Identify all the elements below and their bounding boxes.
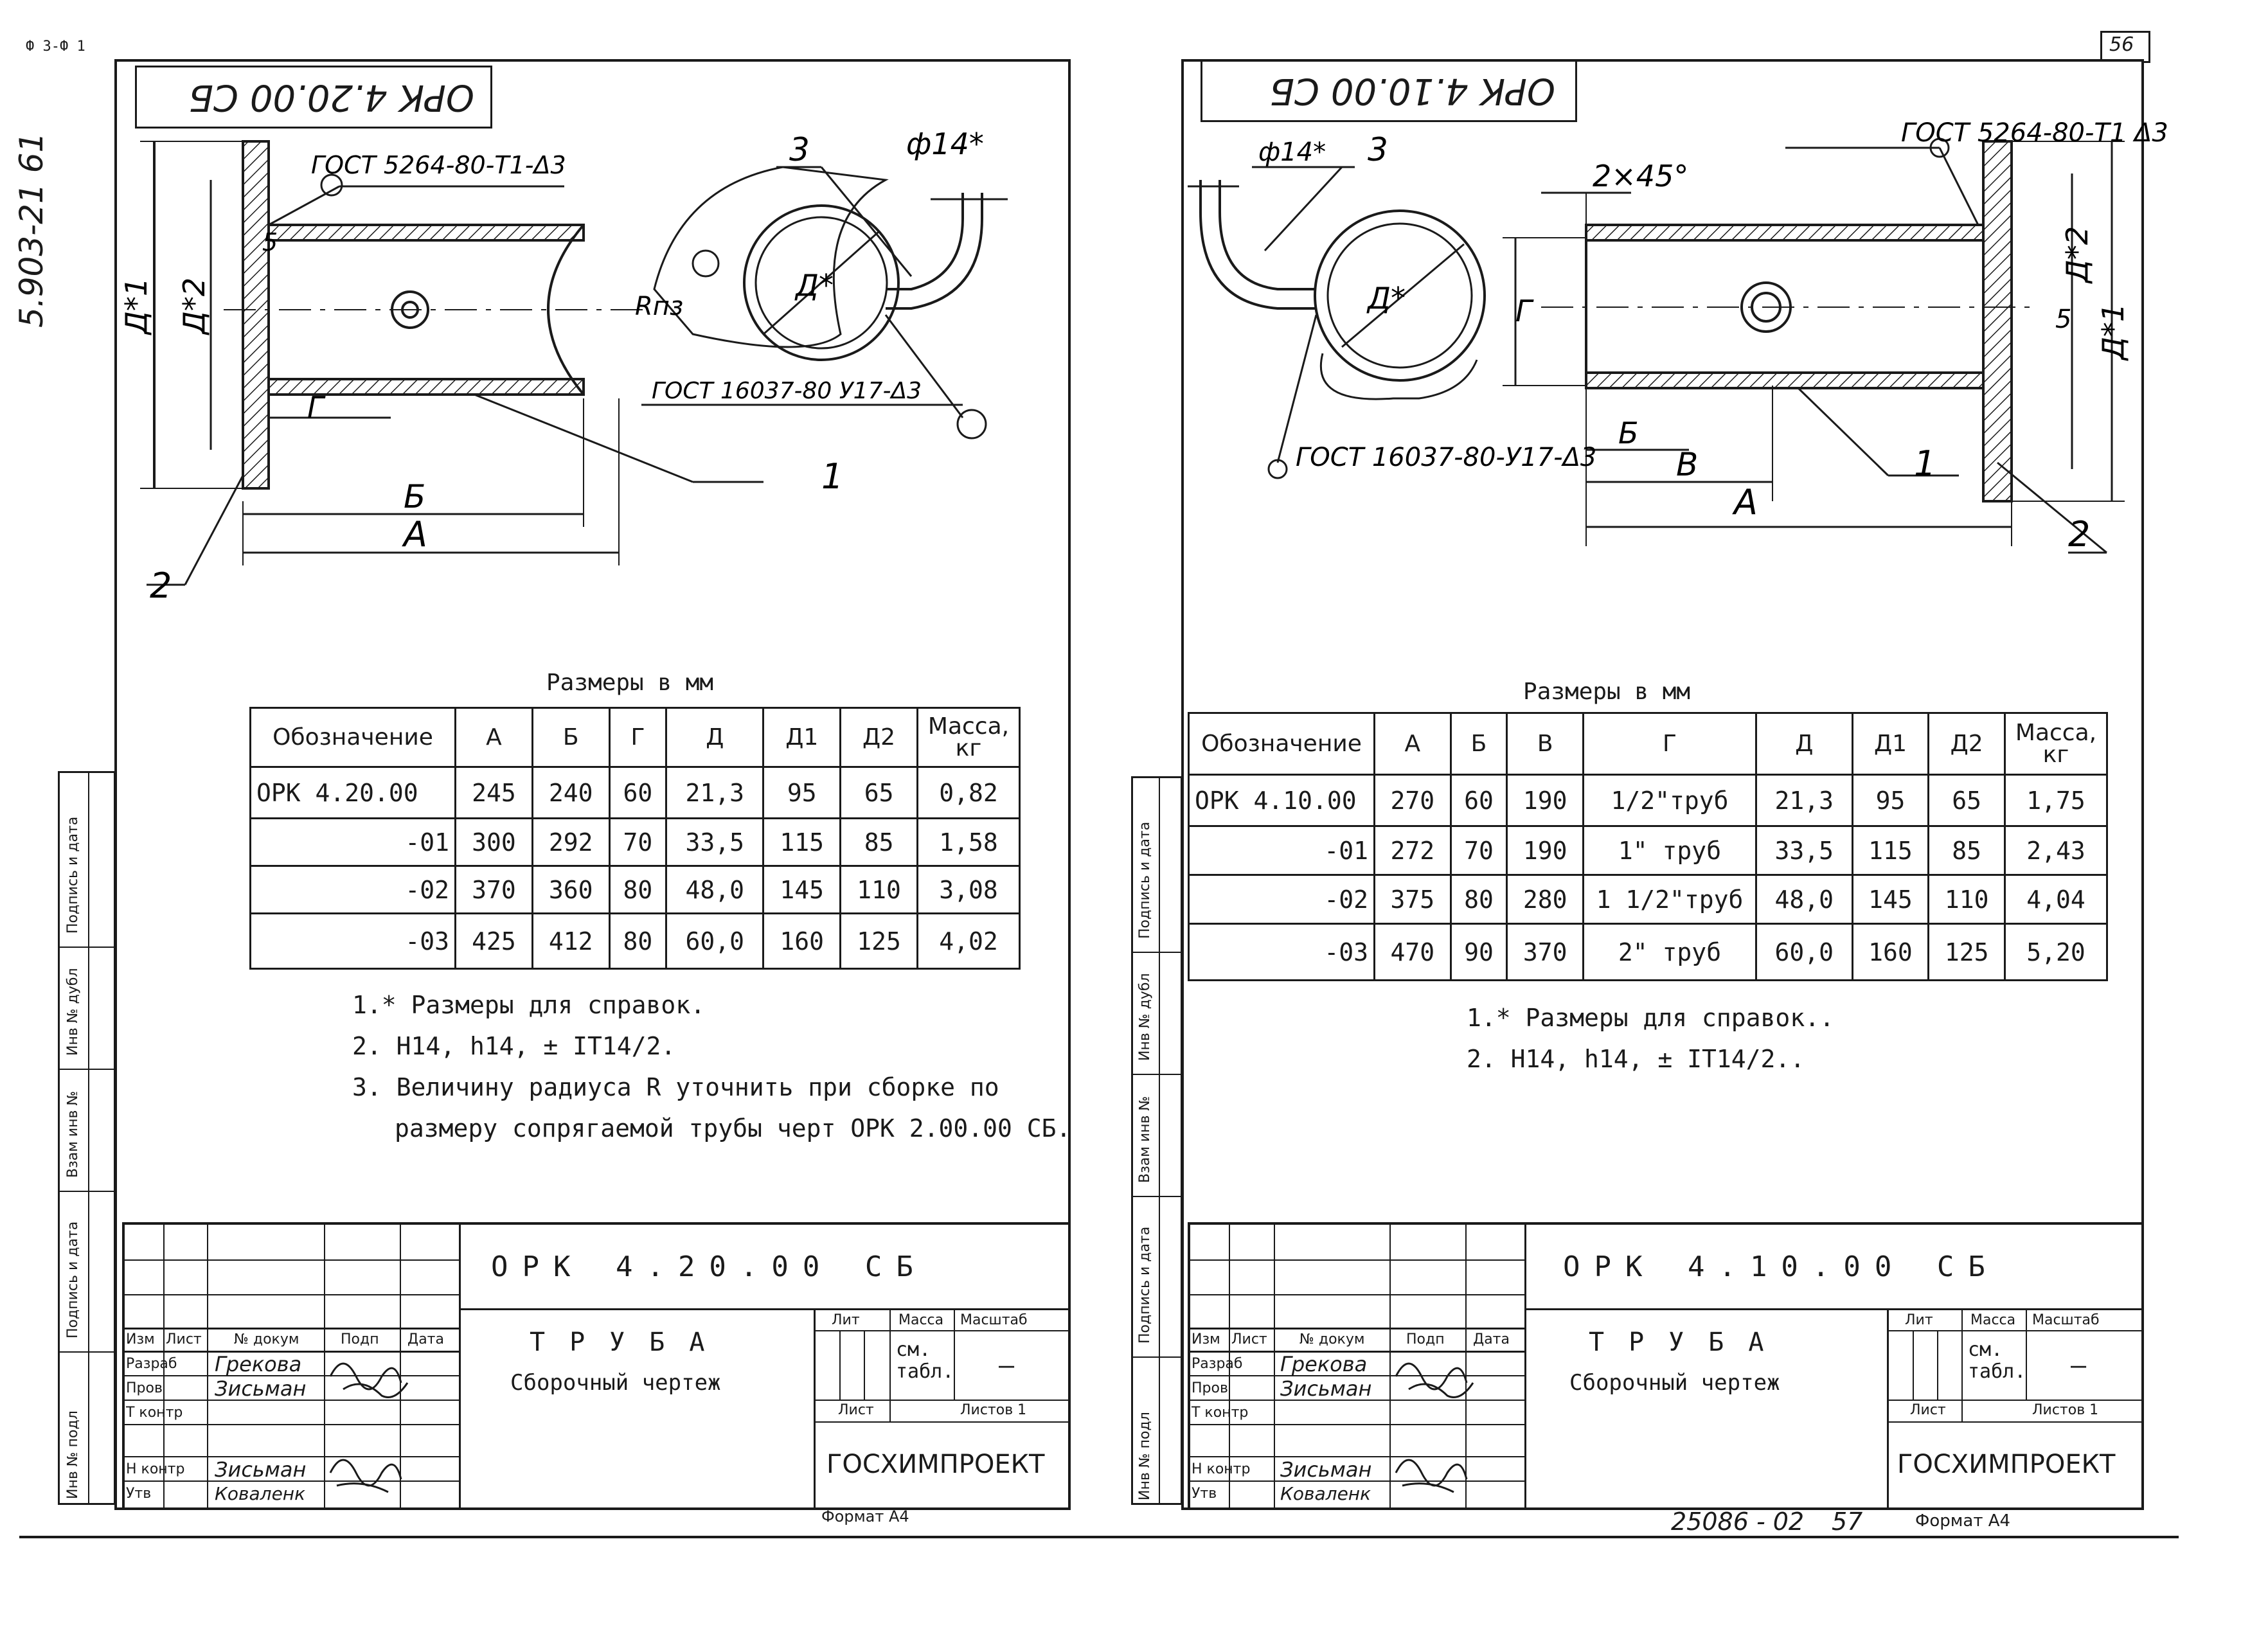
left-tb-listov: Листов 1 (960, 1402, 1027, 1418)
left-side-label-1: Подпись и дата (65, 816, 81, 934)
right-side-label-3: Взам инв № (1137, 1096, 1153, 1183)
right-side-strip (1131, 776, 1183, 1505)
right-dim-D2: Д*2 (2060, 226, 2094, 283)
right-tb-col-data: Дата (1473, 1331, 1510, 1347)
right-mirrored-title: ОРК 4.10.00 СБ (1269, 70, 1555, 112)
left-dim-R: Rпз (635, 292, 684, 321)
left-cell: 145 (763, 866, 841, 914)
left-title-block (122, 1222, 1071, 1510)
left-dim-A: А (404, 514, 427, 555)
doc-number: 25086 - 02 (1671, 1507, 1805, 1536)
right-side-label-5: Инв № подл (1137, 1412, 1153, 1500)
right-th-5: Д (1756, 713, 1853, 775)
left-dim-D1: Д*1 (119, 277, 154, 334)
left-cell: 370 (456, 866, 533, 914)
right-tb-utv-label: Утв (1192, 1486, 1217, 1502)
right-cell: 1" труб (1584, 826, 1756, 875)
bottom-rule (19, 1536, 2179, 1538)
right-cell: 2,43 (2005, 826, 2107, 875)
table-row (251, 866, 1020, 914)
right-tb-nkontr: Зисьман (1280, 1457, 1372, 1482)
left-note-4: размеру сопрягаемой трубы черт ОРК 2.00.00 СБ. (395, 1114, 1071, 1142)
table-row (251, 767, 1020, 819)
right-tb-razrab: Грекова (1280, 1352, 1368, 1376)
left-side-label-4: Подпись и дата (65, 1221, 81, 1338)
right-tb-org: ГОСХИМПРОЕКТ (1897, 1450, 2116, 1479)
right-tb-col-dokum: № докум (1299, 1331, 1365, 1347)
right-cell: 48,0 (1756, 875, 1853, 924)
left-side-label-2: Инв № дубл (65, 968, 81, 1056)
left-cell: 160 (763, 914, 841, 969)
left-th-4: Д (666, 708, 763, 767)
right-cell: 470 (1375, 924, 1451, 981)
left-tb-utv-label: Утв (126, 1486, 152, 1502)
left-note-1: 1.* Размеры для справок. (352, 991, 706, 1019)
left-notes (352, 984, 1071, 1149)
right-tb-prov-label: Пров (1192, 1380, 1228, 1396)
left-weld-bottom: ГОСТ 16037-80 У17-Δ3 (652, 378, 922, 404)
table-row (251, 819, 1020, 866)
right-cell: 370 (1507, 924, 1584, 981)
right-cell: 33,5 (1756, 826, 1853, 875)
right-tb-masshtab-val: – (2071, 1351, 2087, 1380)
left-dim-phi: ф14* (906, 127, 984, 161)
right-flange (1983, 141, 2012, 501)
left-side-label-5: Инв № подл (65, 1410, 81, 1499)
left-tb-razrab-label: Разраб (126, 1356, 177, 1372)
left-cell: 115 (763, 819, 841, 866)
left-tb-col-list: Лист (166, 1331, 202, 1347)
right-cell: 95 (1852, 775, 1929, 826)
left-cell: 412 (532, 914, 609, 969)
left-cell: 65 (841, 767, 918, 819)
right-cell: 60,0 (1756, 924, 1853, 981)
right-cell: ОРК 4.10.00 (1189, 775, 1375, 826)
right-cell: 70 (1451, 826, 1507, 875)
right-cell: 2" труб (1584, 924, 1756, 981)
right-pipe-top-wall (1586, 225, 1983, 240)
right-side-label-4: Подпись и дата (1137, 1226, 1153, 1344)
right-th-7: Д2 (1929, 713, 2005, 775)
right-tb-col-izm: Изм (1192, 1331, 1220, 1347)
right-th-1: А (1375, 713, 1451, 775)
left-th-0: Обозначение (251, 708, 456, 767)
right-tb-lit: Лит (1905, 1312, 1933, 1328)
right-cell: 270 (1375, 775, 1451, 826)
corner-mark: Ф 3-Ф 1 (26, 39, 85, 55)
left-tb-prov: Зисьман (215, 1376, 307, 1401)
left-th-1: А (456, 708, 533, 767)
table-row (1189, 875, 2107, 924)
right-dim-D: Д* (1368, 281, 1406, 316)
left-cell: 292 (532, 819, 609, 866)
right-th-3: В (1507, 713, 1584, 775)
left-tb-name: ТРУБА (530, 1328, 729, 1357)
right-tb-listov: Листов 1 (2032, 1402, 2099, 1418)
left-tb-code: ОРК 4.20.00 СБ (491, 1250, 927, 1283)
right-tb-massa-val: см. табл. (1968, 1338, 2026, 1383)
right-drawing (1181, 103, 2168, 630)
right-cell: 65 (1929, 775, 2005, 826)
left-tb-razrab: Грекова (215, 1352, 302, 1376)
right-dim-V: В (1676, 446, 1699, 483)
right-cell: 60 (1451, 775, 1507, 826)
right-cell: 80 (1451, 875, 1507, 924)
left-pos-3: 3 (789, 131, 810, 168)
right-cell: 5,20 (2005, 924, 2107, 981)
left-cell: 0,82 (918, 767, 1020, 819)
left-pos-2: 2 (150, 565, 172, 606)
right-chamfer: 2×45° (1593, 159, 1689, 193)
right-dim-D1: Д*1 (2096, 303, 2130, 360)
left-th-5: Д1 (763, 708, 841, 767)
left-cell: 21,3 (666, 767, 763, 819)
right-pos-2: 2 (2068, 514, 2091, 555)
right-tb-tkontr-label: Т контр (1192, 1405, 1249, 1421)
page-number: 56 (2109, 33, 2134, 56)
right-th-6: Д1 (1852, 713, 1929, 775)
left-dim-D2: Д*2 (177, 277, 211, 334)
right-weld-bottom: ГОСТ 16037-80-У17-Δ3 (1296, 443, 1597, 472)
left-side-label-3: Взам инв № (65, 1090, 81, 1178)
right-cell: -03 (1189, 924, 1375, 981)
left-note-3: 3. Величину радиуса R уточнить при сборке по (352, 1073, 999, 1101)
left-tb-nkontr-label: Н контр (126, 1461, 185, 1477)
right-tb-col-list: Лист (1231, 1331, 1267, 1347)
left-cell: 60 (609, 767, 666, 819)
right-pos-1: 1 (1914, 443, 1936, 484)
left-dim-B: Б (404, 478, 426, 515)
left-tb-col-dokum: № докум (234, 1331, 299, 1347)
right-cell: 125 (1929, 924, 2005, 981)
left-cell: -02 (251, 866, 456, 914)
left-tb-org: ГОСХИМПРОЕКТ (826, 1450, 1045, 1479)
left-cell: 80 (609, 866, 666, 914)
left-dim-5: 5 (262, 228, 278, 256)
right-tb-prov: Зисьман (1280, 1376, 1372, 1401)
right-th-2: Б (1451, 713, 1507, 775)
right-tb-signatures (1389, 1351, 1518, 1505)
left-cell: 85 (841, 819, 918, 866)
left-cell: -03 (251, 914, 456, 969)
right-cell: 1 1/2"труб (1584, 875, 1756, 924)
right-dim-A: А (1734, 482, 1758, 522)
right-cell: -01 (1189, 826, 1375, 875)
right-th-4: Г (1584, 713, 1756, 775)
left-cell: 1,58 (918, 819, 1020, 866)
right-dim-B: Б (1618, 416, 1639, 450)
left-tb-lit: Лит (832, 1312, 860, 1328)
left-cell: 80 (609, 914, 666, 969)
right-side-label-2: Инв № дубл (1137, 973, 1153, 1061)
right-side-label-1: Подпись и дата (1137, 821, 1153, 939)
right-cell: 1/2"труб (1584, 775, 1756, 826)
right-cell: 4,04 (2005, 875, 2107, 924)
right-weld-top: ГОСТ 5264-80-Т1 Δ3 (1901, 118, 2168, 148)
left-cell: 4,02 (918, 914, 1020, 969)
left-tb-list: Лист (838, 1402, 874, 1418)
right-format: Формат А4 (1915, 1511, 2011, 1531)
left-tb-tkontr-label: Т контр (126, 1405, 183, 1421)
right-cell: 110 (1929, 875, 2005, 924)
right-tb-utv: Коваленк (1280, 1483, 1371, 1504)
left-cell: 110 (841, 866, 918, 914)
left-mirrored-title: ОРК 4.20.00 СБ (188, 76, 474, 118)
right-note-2: 2. Н14, h14, ± IT14/2.. (1467, 1045, 1805, 1073)
table-row (1189, 775, 2107, 826)
left-tb-prov-label: Пров (126, 1380, 163, 1396)
left-tb-subtitle: Сборочный чертеж (510, 1370, 721, 1396)
right-tb-name: ТРУБА (1589, 1328, 1789, 1357)
left-note-2: 2. Н14, h14, ± IT14/2. (352, 1032, 676, 1060)
left-cell: ОРК 4.20.00 (251, 767, 456, 819)
left-cell: -01 (251, 819, 456, 866)
right-spec-table (1188, 712, 2108, 981)
side-code: 5.903-21 61 (13, 132, 50, 328)
right-notes (1467, 997, 1834, 1080)
left-cell: 360 (532, 866, 609, 914)
right-table-caption: Размеры в мм (1523, 679, 1691, 705)
table-row (1189, 826, 2107, 875)
left-th-2: Б (532, 708, 609, 767)
right-th-8: Масса, кг (2005, 713, 2107, 775)
table-row (1189, 924, 2107, 981)
left-dim-G: Г (307, 390, 324, 425)
left-cell: 300 (456, 819, 533, 866)
left-tb-col-data: Дата (407, 1331, 444, 1347)
left-cell: 125 (841, 914, 918, 969)
right-cell: 21,3 (1756, 775, 1853, 826)
left-tb-signatures (324, 1351, 452, 1505)
right-cell: 145 (1852, 875, 1929, 924)
left-drawing (114, 122, 1066, 636)
left-format: Формат А4 (821, 1507, 909, 1525)
right-th-0: Обозначение (1189, 713, 1375, 775)
right-pipe-bottom-wall (1586, 373, 1983, 388)
left-tb-nkontr: Зисьман (215, 1457, 307, 1482)
left-cell: 70 (609, 819, 666, 866)
left-th-3: Г (609, 708, 666, 767)
right-tb-masshtab: Масштаб (2032, 1312, 2100, 1328)
left-tb-col-izm: Изм (126, 1331, 155, 1347)
left-pos-1: 1 (821, 456, 844, 497)
left-cell: 33,5 (666, 819, 763, 866)
left-th-6: Д2 (841, 708, 918, 767)
right-cell: 190 (1507, 826, 1584, 875)
left-cell: 48,0 (666, 866, 763, 914)
right-title-block (1188, 1222, 2144, 1510)
left-cell: 3,08 (918, 866, 1020, 914)
left-tb-massa-val: см. табл. (896, 1338, 954, 1383)
left-flange (243, 141, 269, 488)
left-dim-D: Д* (796, 268, 834, 303)
right-tb-list: Лист (1910, 1402, 1946, 1418)
left-tb-masshtab-val: – (999, 1351, 1015, 1380)
left-cell: 425 (456, 914, 533, 969)
right-pos-3: 3 (1368, 131, 1388, 168)
right-cell: -02 (1189, 875, 1375, 924)
left-cell: 95 (763, 767, 841, 819)
left-cell: 240 (532, 767, 609, 819)
right-tb-razrab-label: Разраб (1192, 1356, 1243, 1372)
right-note-1: 1.* Размеры для справок.. (1467, 1004, 1834, 1032)
right-cell: 160 (1852, 924, 1929, 981)
table-row (251, 914, 1020, 969)
right-dim-phi: ф14* (1258, 138, 1326, 167)
left-tb-masshtab: Масштаб (960, 1312, 1028, 1328)
left-cell: 60,0 (666, 914, 763, 969)
right-cell: 190 (1507, 775, 1584, 826)
left-th-7: Масса, кг (918, 708, 1020, 767)
right-tb-massa: Масса (1970, 1312, 2016, 1328)
left-weld-top: ГОСТ 5264-80-Т1-Δ3 (311, 151, 566, 179)
right-cell: 115 (1852, 826, 1929, 875)
doc-sheet: 57 (1832, 1507, 1863, 1536)
left-tb-utv: Коваленк (215, 1483, 306, 1504)
right-tb-nkontr-label: Н контр (1192, 1461, 1251, 1477)
right-cell: 280 (1507, 875, 1584, 924)
right-cell: 85 (1929, 826, 2005, 875)
right-cell: 375 (1375, 875, 1451, 924)
right-tb-col-podp: Подп (1406, 1331, 1445, 1347)
right-cell: 272 (1375, 826, 1451, 875)
right-tb-code: ОРК 4.10.00 СБ (1563, 1250, 1999, 1283)
right-section-tube (1220, 180, 1316, 289)
right-tb-subtitle: Сборочный чертеж (1569, 1370, 1780, 1396)
right-cell: 1,75 (2005, 775, 2107, 826)
left-side-strip (58, 771, 116, 1505)
left-cell: 245 (456, 767, 533, 819)
right-cell: 90 (1451, 924, 1507, 981)
left-pipe-top-wall (269, 225, 584, 240)
right-dim-5: 5 (2055, 305, 2072, 334)
left-tb-massa: Масса (898, 1312, 944, 1328)
left-spec-table (249, 707, 1021, 970)
right-dim-G: Г (1515, 294, 1532, 328)
left-table-caption: Размеры в мм (546, 670, 714, 696)
left-tb-col-podp: Подп (341, 1331, 379, 1347)
